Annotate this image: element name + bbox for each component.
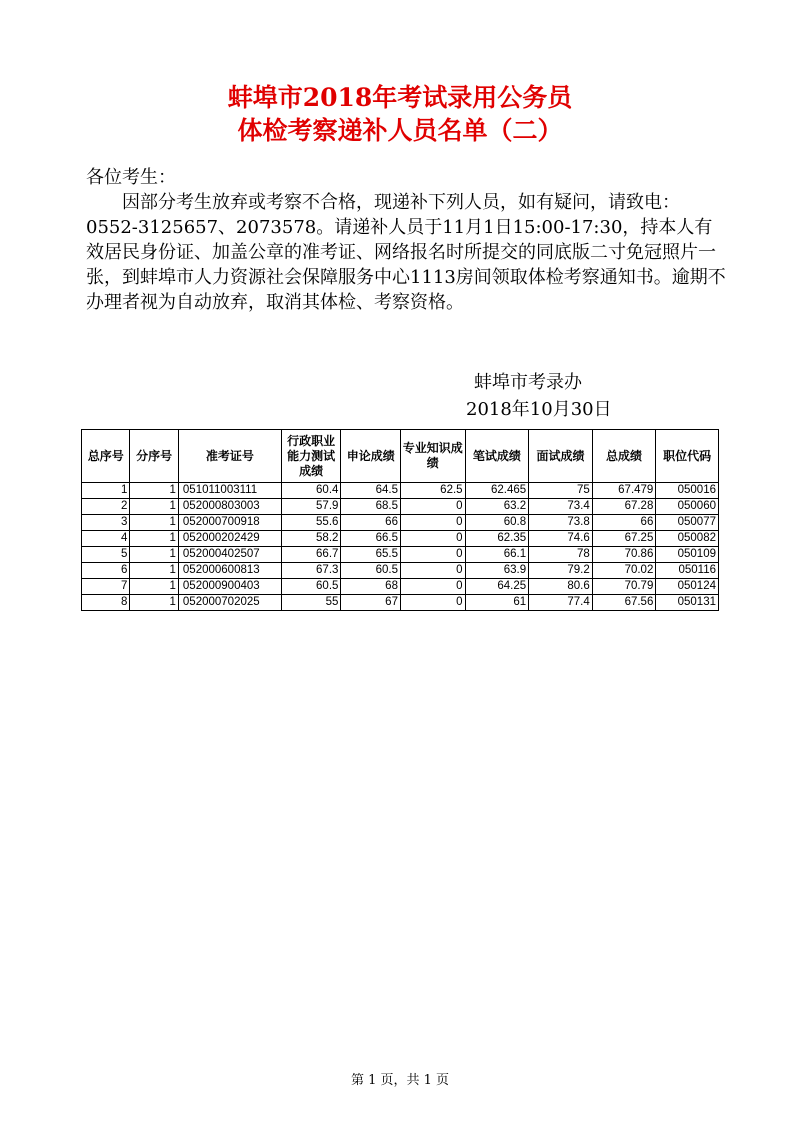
table-cell: 68 <box>341 579 401 595</box>
table-cell: 050116 <box>656 563 719 579</box>
table-cell: 79.2 <box>529 563 593 579</box>
page-footer: 第 1 页，共 1 页 <box>350 1073 450 1088</box>
table-cell: 4 <box>82 531 130 547</box>
column-header: 总序号 <box>82 430 130 483</box>
table-row <box>82 563 719 579</box>
table-cell: 66.1 <box>465 547 529 563</box>
table-cell: 64.25 <box>465 579 529 595</box>
table-row <box>82 499 719 515</box>
notice-paragraph: 因部分考生放弃或考察不合格，现递补下列人员，如有疑问，请致电：0552-3125657、2073578。请递补人员于11月1日15:00-17:30，持本人有效居民身份证、加盖公章的准考证、网络报名时所提交的同底版二寸免冠照片一张，到蚌埠市人力资源社会保障服务中心1113房间领取体检考察通知书。逾期不办理者视为自动放弃，取消其体检、考察资格。 <box>86 192 726 313</box>
table-row <box>82 515 719 531</box>
table-row <box>82 531 719 547</box>
table-cell: 58.2 <box>281 531 341 547</box>
table-cell: 62.5 <box>400 483 465 499</box>
table-cell: 050060 <box>656 499 719 515</box>
table-cell: 1 <box>130 499 178 515</box>
signature-office: 蚌埠市考录办 <box>474 372 582 393</box>
table-cell: 63.2 <box>465 499 529 515</box>
table-cell: 8 <box>82 595 130 611</box>
table-cell: 052000702025 <box>178 595 281 611</box>
document-title-line1: 蚌埠市2018年考试录用公务员 <box>227 83 573 112</box>
table-cell: 0 <box>400 563 465 579</box>
table-cell: 052000202429 <box>178 531 281 547</box>
table-cell: 67.3 <box>281 563 341 579</box>
column-header: 面试成绩 <box>529 430 593 483</box>
column-header: 专业知识成绩 <box>400 430 465 483</box>
table-cell: 050016 <box>656 483 719 499</box>
table-cell: 0 <box>400 579 465 595</box>
signature-date: 2018年10月30日 <box>466 399 612 420</box>
column-header: 行政职业能力测试成绩 <box>281 430 341 483</box>
table-cell: 1 <box>130 547 178 563</box>
table-cell: 050109 <box>656 547 719 563</box>
table-cell: 61 <box>465 595 529 611</box>
table-cell: 1 <box>130 515 178 531</box>
table-cell: 1 <box>130 595 178 611</box>
table-cell: 050082 <box>656 531 719 547</box>
table-cell: 66.7 <box>281 547 341 563</box>
table-cell: 0 <box>400 595 465 611</box>
notice-greeting: 各位考生： <box>86 167 176 188</box>
table-cell: 052000600813 <box>178 563 281 579</box>
table-cell: 70.79 <box>592 579 656 595</box>
table-cell: 0 <box>400 531 465 547</box>
table-cell: 64.5 <box>341 483 401 499</box>
table-cell: 63.9 <box>465 563 529 579</box>
table-cell: 7 <box>82 579 130 595</box>
table-cell: 2 <box>82 499 130 515</box>
table-cell: 052000900403 <box>178 579 281 595</box>
table-cell: 0 <box>400 515 465 531</box>
table-cell: 1 <box>130 563 178 579</box>
table-cell: 60.8 <box>465 515 529 531</box>
column-header: 笔试成绩 <box>465 430 529 483</box>
table-cell: 60.5 <box>281 579 341 595</box>
table-cell: 67.25 <box>592 531 656 547</box>
table-cell: 70.02 <box>592 563 656 579</box>
table-cell: 73.4 <box>529 499 593 515</box>
table-row <box>82 595 719 611</box>
table-cell: 80.6 <box>529 579 593 595</box>
table-cell: 050077 <box>656 515 719 531</box>
column-header: 申论成绩 <box>341 430 401 483</box>
table-cell: 74.6 <box>529 531 593 547</box>
table-cell: 3 <box>82 515 130 531</box>
table-cell: 77.4 <box>529 595 593 611</box>
table-cell: 60.5 <box>341 563 401 579</box>
table-cell: 78 <box>529 547 593 563</box>
table-cell: 57.9 <box>281 499 341 515</box>
table-cell: 1 <box>130 579 178 595</box>
table-cell: 1 <box>130 531 178 547</box>
table-cell: 1 <box>82 483 130 499</box>
table-cell: 66 <box>592 515 656 531</box>
table-cell: 1 <box>130 483 178 499</box>
table-cell: 62.465 <box>465 483 529 499</box>
table-cell: 67.479 <box>592 483 656 499</box>
table-cell: 050131 <box>656 595 719 611</box>
table-cell: 0 <box>400 499 465 515</box>
table-row <box>82 483 719 499</box>
table-cell: 050124 <box>656 579 719 595</box>
table-cell: 052000803003 <box>178 499 281 515</box>
table-cell: 55.6 <box>281 515 341 531</box>
table-cell: 67 <box>341 595 401 611</box>
table-row <box>82 547 719 563</box>
document-title-line2: 体检考察递补人员名单（二） <box>237 116 563 145</box>
column-header: 总成绩 <box>592 430 656 483</box>
table-cell: 67.56 <box>592 595 656 611</box>
column-header: 分序号 <box>130 430 178 483</box>
table-cell: 66 <box>341 515 401 531</box>
table-cell: 70.86 <box>592 547 656 563</box>
table-row <box>82 579 719 595</box>
table-cell: 6 <box>82 563 130 579</box>
column-header: 准考证号 <box>178 430 281 483</box>
table-cell: 62.35 <box>465 531 529 547</box>
table-cell: 55 <box>281 595 341 611</box>
table-cell: 052000402507 <box>178 547 281 563</box>
table-cell: 5 <box>82 547 130 563</box>
column-header: 职位代码 <box>656 430 719 483</box>
table-cell: 0 <box>400 547 465 563</box>
table-cell: 73.8 <box>529 515 593 531</box>
table-cell: 67.28 <box>592 499 656 515</box>
table-cell: 052000700918 <box>178 515 281 531</box>
table-cell: 051011003111 <box>178 483 281 499</box>
table-cell: 65.5 <box>341 547 401 563</box>
table-cell: 68.5 <box>341 499 401 515</box>
table-cell: 66.5 <box>341 531 401 547</box>
table-cell: 75 <box>529 483 593 499</box>
table-cell: 60.4 <box>281 483 341 499</box>
candidate-table <box>81 429 719 611</box>
table-header-row <box>82 430 719 483</box>
